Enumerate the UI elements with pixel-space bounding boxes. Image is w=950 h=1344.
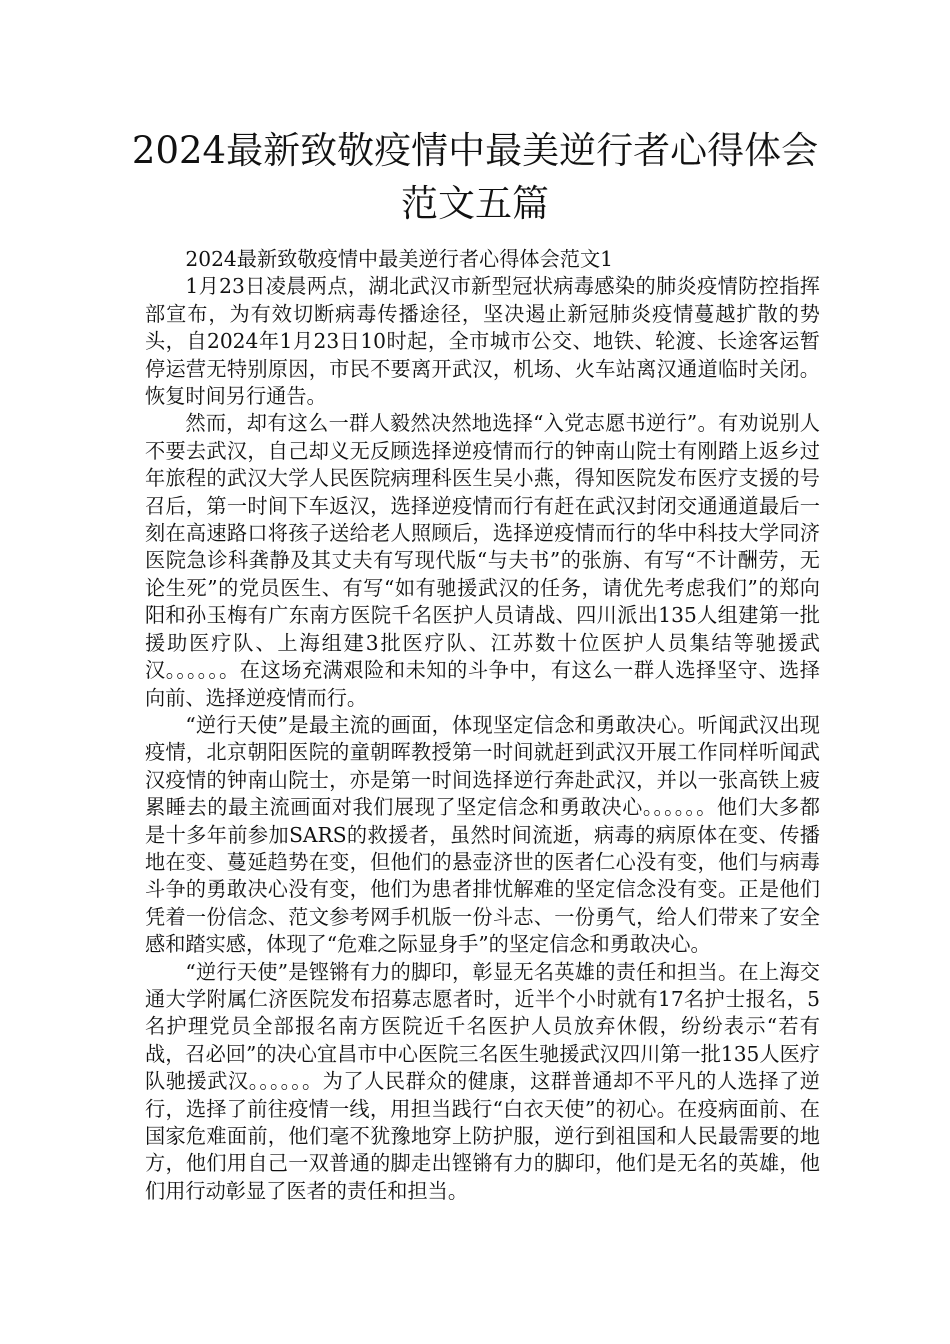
paragraph-4: “逆行天使”是铿锵有力的脚印，彰显无名英雄的责任和担当。在上海交通大学附属仁济医院发布招募志愿者时，近半个小时就有17名护士报名，5名护理党员全部报名南方医院近千名医护人员放弃休假，纷纷表示“若有战，召必回”的决心宜昌市中心医院三名医生驰援武汉四川第一批135人医疗队驰援武汉。。。。。。为了人民群众的健康，这群普通却不平凡的人选择了逆行，选择了前往疫情一线，用担当践行“白衣天使”的初心。在疫病面前、在国家危难面前，他们毫不犹豫地穿上防护服，逆行到祖国和人民最需要的地方，他们用自己一双普通的脚走出铿锵有力的脚印，他们是无名的英雄，他们用行动彰显了医者的责任和担当。 <box>145 959 820 1203</box>
essay-heading: 2024最新致敬疫情中最美逆行者心得体会范文1 <box>185 247 613 271</box>
document-body <box>145 246 820 1205</box>
document-title: 2024最新致敬疫情中最美逆行者心得体会范文五篇 <box>131 129 819 225</box>
paragraph-2: 然而，却有这么一群人毅然决然地选择“入党志愿书逆行”。有劝说别人不要去武汉，自己却义无反顾选择逆疫情而行的钟南山院士有刚踏上返乡过年旅程的武汉大学人民医院病理科医生吴小燕，得知医院发布医疗支援的号召后，第一时间下车返汉，选择逆疫情而行有赶在武汉封闭交通通道最后一刻在高速路口将孩子送给老人照顾后，选择逆疫情而行的华中科技大学同济医院急诊科龚静及其丈夫有写现代版“与夫书”的张旃、有写“不计酬劳，无论生死”的党员医生、有写“如有驰援武汉的任务，请优先考虑我们”的郑向阳和孙玉梅有广东南方医院千名医护人员请战、四川派出135人组建第一批援助医疗队、上海组建3批医疗队、江苏数十位医护人员集结等驰援武汉。。。。。。在这场充满艰险和未知的斗争中，有这么一群人选择坚守、选择向前、选择逆疫情而行。 <box>145 411 820 710</box>
paragraph-1: 1月23日凌晨两点，湖北武汉市新型冠状病毒感染的肺炎疫情防控指挥部宣布，为有效切断病毒传播途径，坚决遏止新冠肺炎疫情蔓越扩散的势头，自2024年1月23日10时起，全市城市公交、地铁、轮渡、长途客运暂停运营无特别原因，市民不要离开武汉，机场、火车站离汉通道临时关闭。恢复时间另行通告。 <box>145 274 820 409</box>
paragraph-3: “逆行天使”是最主流的画面，体现坚定信念和勇敢决心。听闻武汉出现疫情，北京朝阳医院的童朝晖教授第一时间就赶到武汉开展工作同样听闻武汉疫情的钟南山院士，亦是第一时间选择逆行奔赴武汉，并以一张高铁上疲累睡去的最主流画面对我们展现了坚定信念和勇敢决心。。。。。。他们大多都是十多年前参加SARS的救援者，虽然时间流逝，病毒的病原体在变、传播地在变、蔓延趋势在变，但他们的悬壶济世的医者仁心没有变，他们与病毒斗争的勇敢决心没有变，他们为患者排忧解难的坚定信念没有变。正是他们凭着一份信念、范文参考网手机版一份斗志、一份勇气，给人们带来了安全感和踏实感，体现了“危难之际显身手”的坚定信念和勇敢决心。 <box>145 712 820 957</box>
